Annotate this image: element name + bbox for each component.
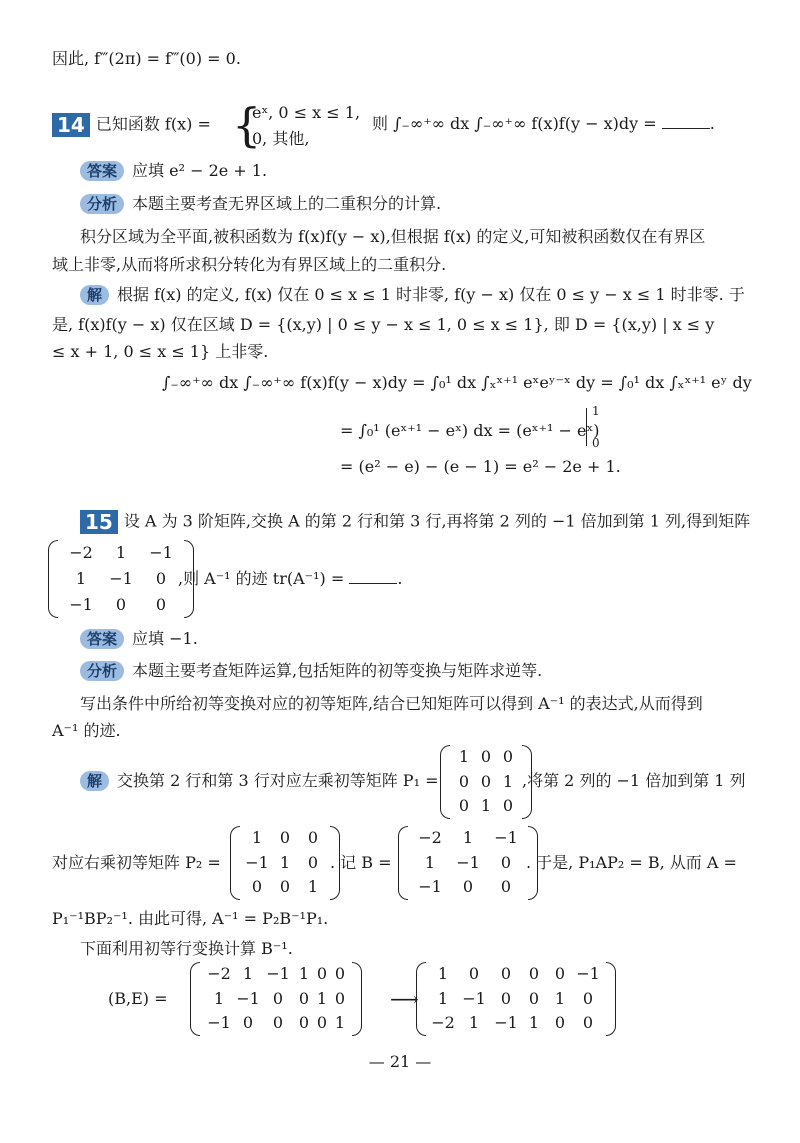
- matrix-cell: 0: [242, 1013, 254, 1033]
- matrix-p2: [230, 826, 340, 900]
- matrix-cell: 1: [480, 796, 492, 816]
- text-line: ,将第 2 列的 −1 倍加到第 1 列: [522, 771, 746, 790]
- matrix-grid: [200, 962, 352, 1036]
- matrix-grid: [58, 540, 184, 618]
- matrix-cell: 1: [468, 1013, 480, 1033]
- matrix-cell: 1: [424, 852, 436, 872]
- analysis-tag: 分析: [80, 661, 124, 681]
- matrix-cell: 0: [554, 1013, 566, 1033]
- text-line: A⁻¹ 的迹.: [52, 721, 121, 740]
- matrix-cell: 1: [242, 964, 254, 983]
- given-matrix: [48, 540, 194, 618]
- matrix-cell: 0: [468, 964, 480, 983]
- matrix-cell: 0: [298, 1013, 310, 1033]
- matrix-cell: −1: [456, 852, 480, 872]
- brace-symbol: {: [232, 98, 262, 152]
- evaluation-bar: [586, 408, 587, 446]
- matrix-cell: 1: [307, 877, 319, 897]
- problem-14-integral: 则 ∫₋∞⁺∞ dx ∫₋∞⁺∞ f(x)f(y − x)dy = .: [372, 114, 715, 133]
- matrix-cell: −2: [207, 964, 231, 983]
- matrix-cell: 0: [316, 1013, 328, 1033]
- matrix-cell: 0: [298, 988, 310, 1008]
- matrix-cell: 0: [458, 771, 470, 791]
- solution-text: 交换第 2 行和第 3 行对应左乘初等矩阵 P₁ =: [117, 771, 439, 790]
- matrix-cell: 1: [334, 1013, 346, 1033]
- answer-tag: 答案: [80, 629, 124, 649]
- matrix-cell: 0: [502, 796, 514, 816]
- problem-text: 设 A 为 3 阶矩阵,交换 A 的第 2 行和第 3 行,再将第 2 列的 −1 倍加到第 1 列,得到矩阵: [123, 511, 751, 531]
- text-line: 下面利用初等行变换计算 B⁻¹.: [80, 939, 293, 958]
- matrix-cell: −1: [494, 1013, 518, 1033]
- solution-tag: 解: [80, 771, 109, 791]
- answer-line: [80, 628, 198, 650]
- matrix-cell: 1: [502, 771, 514, 791]
- text-line: P₁⁻¹BP₂⁻¹. 由此可得, A⁻¹ = P₂B⁻¹P₁.: [52, 909, 329, 928]
- answer-text: 应填 −1.: [132, 629, 198, 648]
- matrix-cell: −1: [149, 543, 173, 562]
- text-line: 是, f(x)f(y − x) 仅在区域 D = {(x,y) | 0 ≤ y − x ≤ 1, 0 ≤ x ≤ 1}, 即 D = {(x,y) | x ≤ y: [52, 315, 715, 334]
- problem-15-trace: ,则 A⁻¹ 的迹 tr(A⁻¹) = .: [178, 569, 403, 588]
- matrix-cell: 0: [480, 771, 492, 791]
- matrix-cell: 1: [316, 988, 328, 1008]
- matrix-cell: 0: [272, 988, 284, 1008]
- matrix-cell: 0: [502, 747, 514, 766]
- text-line: 写出条件中所给初等变换对应的初等矩阵,结合已知矩阵可以得到 A⁻¹ 的表达式,从而得到: [80, 694, 703, 713]
- matrix-be-transformed: [416, 962, 616, 1036]
- answer-tag: 答案: [80, 161, 124, 181]
- matrix-cell: 0: [500, 852, 512, 872]
- text-line: 域上非零,从而将所求积分转化为有界区域上的二重积分.: [52, 255, 447, 274]
- text-line: (B,E) =: [108, 989, 168, 1008]
- matrix-grid: [450, 745, 522, 819]
- arrow-icon: ⟶: [390, 987, 419, 1011]
- analysis-line: [80, 660, 542, 682]
- matrix-cell: 0: [554, 964, 566, 983]
- matrix-grid: [426, 962, 606, 1036]
- problem-14-statement: [52, 113, 211, 137]
- matrix-cell: −2: [69, 543, 93, 562]
- matrix-cell: 0: [279, 828, 291, 847]
- matrix-cell: 1: [437, 988, 449, 1008]
- lower-limit: 0: [592, 436, 600, 450]
- matrix-cell: 0: [480, 747, 492, 766]
- matrix-cell: 0: [462, 877, 474, 897]
- matrix-cell: 1: [298, 964, 310, 983]
- matrix-cell: 0: [500, 964, 512, 983]
- matrix-cell: 0: [500, 877, 512, 897]
- text-line: 积分区域为全平面,被积函数为 f(x)f(y − x),但根据 f(x) 的定义,可知被积函数仅在有界区: [80, 227, 706, 246]
- matrix-cell: 0: [155, 595, 167, 614]
- problem-text: 则 ∫₋∞⁺∞ dx ∫₋∞⁺∞ f(x)f(y − x)dy =: [372, 114, 657, 133]
- matrix-b: [398, 826, 538, 900]
- piecewise-case-2: 0, 其他,: [252, 129, 310, 148]
- problem-text: ,则 A⁻¹ 的迹 tr(A⁻¹) =: [178, 569, 345, 588]
- matrix-cell: −1: [245, 852, 269, 872]
- analysis-text: 本题主要考查无界区域上的二重积分的计算.: [132, 194, 442, 213]
- matrix-cell: 1: [554, 988, 566, 1008]
- answer-text: 应填 e² − 2e + 1.: [132, 161, 268, 180]
- matrix-cell: −1: [69, 595, 93, 614]
- matrix-cell: 0: [528, 988, 540, 1008]
- answer-blank: [662, 114, 710, 129]
- solution-line: [80, 284, 745, 306]
- matrix-cell: 1: [115, 543, 127, 562]
- answer-line: [80, 160, 267, 182]
- matrix-cell: 0: [500, 988, 512, 1008]
- matrix-cell: 0: [528, 964, 540, 983]
- text-line: . 记 B =: [330, 853, 392, 872]
- upper-limit: 1: [592, 404, 600, 418]
- page-number: — 21 —: [368, 1052, 432, 1071]
- solution-text: 根据 f(x) 的定义, f(x) 仅在 0 ≤ x ≤ 1 时非零, f(y − x) 仅在 0 ≤ y − x ≤ 1 时非零. 于: [117, 285, 745, 304]
- problem-text: 已知函数 f(x) =: [95, 114, 211, 134]
- matrix-cell: 1: [279, 852, 291, 872]
- matrix-cell: 0: [582, 1013, 594, 1033]
- piecewise-case-1: eˣ, 0 ≤ x ≤ 1,: [252, 103, 361, 122]
- matrix-cell: 1: [458, 747, 470, 766]
- matrix-cell: 0: [155, 569, 167, 588]
- matrix-cell: 0: [316, 964, 328, 983]
- matrix-cell: 1: [528, 1013, 540, 1033]
- matrix-be: [190, 962, 362, 1036]
- matrix-p1: [440, 745, 532, 819]
- matrix-cell: 1: [213, 988, 225, 1008]
- matrix-cell: 1: [251, 828, 263, 847]
- matrix-cell: 0: [251, 877, 263, 897]
- matrix-cell: 0: [307, 828, 319, 847]
- matrix-cell: 0: [115, 595, 127, 614]
- matrix-cell: −1: [207, 1013, 231, 1033]
- matrix-cell: −1: [266, 964, 290, 983]
- answer-blank: [349, 569, 397, 584]
- matrix-cell: 1: [75, 569, 87, 588]
- matrix-cell: 0: [272, 1013, 284, 1033]
- text-line: 对应右乘初等矩阵 P₂ =: [52, 853, 221, 872]
- matrix-cell: 0: [458, 796, 470, 816]
- matrix-cell: 0: [279, 877, 291, 897]
- matrix-cell: 1: [462, 828, 474, 847]
- problem-15-statement: [80, 510, 750, 534]
- solution-line: [80, 770, 438, 792]
- matrix-cell: −2: [431, 1013, 455, 1033]
- matrix-cell: 1: [437, 964, 449, 983]
- analysis-line: [80, 193, 441, 215]
- solution-tag: 解: [80, 285, 109, 305]
- analysis-tag: 分析: [80, 194, 124, 214]
- matrix-grid: [408, 826, 528, 900]
- equation-line: = ∫₀¹ (eˣ⁺¹ − eˣ) dx = (eˣ⁺¹ − eˣ): [340, 421, 600, 440]
- matrix-cell: 0: [582, 988, 594, 1008]
- matrix-cell: −1: [418, 877, 442, 897]
- matrix-cell: −2: [418, 828, 442, 847]
- matrix-grid: [240, 826, 330, 900]
- text-line: ≤ x + 1, 0 ≤ x ≤ 1} 上非零.: [52, 342, 269, 361]
- matrix-cell: −1: [576, 964, 600, 983]
- problem-number: 15: [80, 510, 118, 534]
- problem-number: 14: [52, 113, 90, 137]
- analysis-text: 本题主要考查矩阵运算,包括矩阵的初等变换与矩阵求逆等.: [132, 661, 543, 680]
- text-line: 因此, f‴(2π) = f‴(0) = 0.: [52, 49, 241, 68]
- matrix-cell: 0: [334, 964, 346, 983]
- matrix-cell: 0: [334, 988, 346, 1008]
- matrix-cell: 0: [307, 852, 319, 872]
- equation-line: = (e² − e) − (e − 1) = e² − 2e + 1.: [340, 457, 621, 476]
- matrix-cell: −1: [109, 569, 133, 588]
- equation-line: ∫₋∞⁺∞ dx ∫₋∞⁺∞ f(x)f(y − x)dy = ∫₀¹ dx ∫ₓˣ⁺¹ eˣeʸ⁻ˣ dy = ∫₀¹ dx ∫ₓˣ⁺¹ eʸ dy: [162, 373, 752, 392]
- matrix-cell: −1: [236, 988, 260, 1008]
- matrix-cell: −1: [494, 828, 518, 847]
- matrix-cell: −1: [462, 988, 486, 1008]
- text-line: . 于是, P₁AP₂ = B, 从而 A =: [526, 853, 737, 872]
